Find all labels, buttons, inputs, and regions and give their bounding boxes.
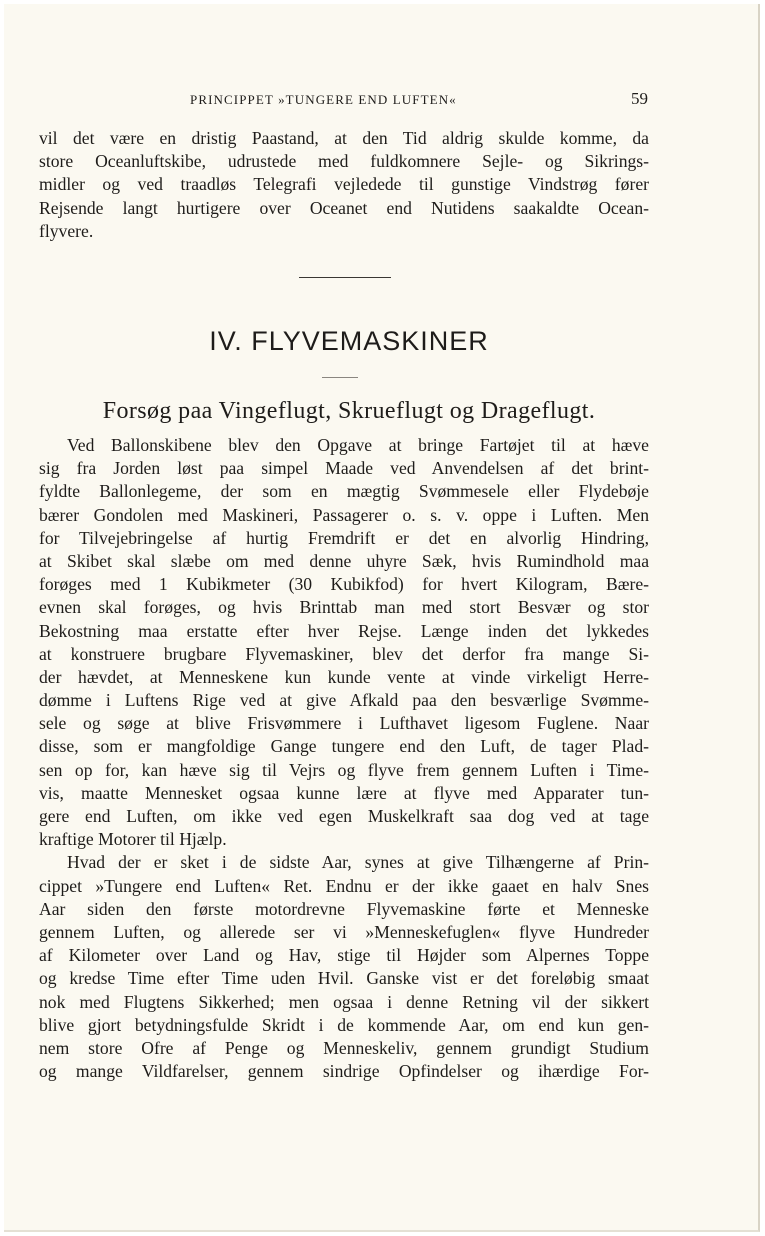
text-line: sen op for, kan hæve sig til Vejrs og flyve frem gennem Luften i Time-: [39, 759, 649, 780]
text-line: bærer Gondolen med Maskineri, Passagerer o. s. v. oppe i Luften. Men: [39, 504, 649, 525]
text-line: Bekostning maa erstatte efter hver Rejse. Længe inden det lykkedes: [39, 620, 649, 641]
text-line: vil det være en dristig Paastand, at den Tid aldrig skulde komme, da: [39, 128, 649, 148]
text-line: at Skibet skal slæbe om med denne uhyre Sæk, hvis Rumindhold maa: [39, 550, 649, 571]
text-line: cippet »Tungere end Luften« Ret. Endnu er der ikke gaaet en halv Snes: [39, 875, 649, 896]
text-line: der hævdet, at Menneskene kun kunde vente at vinde virkeligt Herre-: [39, 666, 649, 687]
intro-paragraph: [39, 127, 649, 243]
text-line: store Oceanluftskibe, udrustede med fuldkomnere Sejle- og Sikrings-: [39, 151, 649, 172]
text-line: kraftige Motorer til Hjælp.: [39, 829, 227, 850]
chapter-title: IV. FLYVEMASKINER: [209, 326, 489, 356]
text-line: dømme i Luftens Rige ved at give Afkald paa den besværlige Svømme-: [39, 690, 649, 711]
text-line: og mange Vildfarelser, gennem sindrige Opfindelser og ihærdige For-: [39, 1061, 649, 1082]
text-line: nem store Ofre af Penge og Menneskeliv, gennem grundigt Studium: [39, 1037, 649, 1058]
book-page: [4, 4, 760, 1232]
text-line: gere end Luften, om ikke ved egen Muskelkraft saa dog ved at tage: [39, 806, 649, 826]
text-line: sele og søge at blive Frisvømmere i Lufthavet ligesom Fuglene. Naar: [39, 713, 649, 734]
title-divider: [322, 377, 358, 378]
body-text: [39, 434, 649, 1083]
text-line: forøges med 1 Kubikmeter (30 Kubikfod) for hvert Kilogram, Bære-: [39, 574, 649, 595]
text-line: flyvere.: [39, 220, 94, 241]
text-line: Aar siden den første motordrevne Flyvemaskine førte et Menneske: [39, 898, 649, 919]
page-number: 59: [631, 89, 648, 108]
text-line: Hvad der er sket i de sidste Aar, synes at give Tilhængerne af Prin-: [67, 852, 649, 873]
text-line: fyldte Ballonlegeme, der som en mægtig Svømmesele eller Flydebøje: [39, 481, 649, 502]
text-line: disse, som er mangfoldige Gange tungere end den Luft, de tager Plad-: [39, 736, 649, 757]
text-line: blive gjort betydningsfulde Skridt i de kommende Aar, om end kun gen-: [39, 1014, 649, 1035]
text-line: for Tilvejebringelse af hurtig Fremdrift er det en alvorlig Hindring,: [39, 527, 649, 548]
running-head: PRINCIPPET »TUNGERE END LUFTEN«: [190, 92, 457, 107]
text-line: vis, maatte Mennesket ogsaa kunne lære at flyve med Apparater tun-: [39, 782, 649, 803]
text-line: og kredse Time efter Time uden Hvil. Ganske vist er det foreløbig smaat: [39, 968, 649, 989]
text-line: nok med Flugtens Sikkerhed; men ogsaa i denne Retning vil der sikkert: [39, 991, 649, 1012]
section-divider: [299, 277, 391, 278]
text-line: sig fra Jorden løst paa simpel Maade ved Anvendelsen af det brint-: [39, 458, 649, 479]
text-line: evnen skal forøges, og hvis Brinttab man med stort Besvær og stor: [39, 597, 649, 618]
text-line: at konstruere brugbare Flyvemaskiner, blev det derfor fra mange Si-: [39, 643, 649, 664]
text-line: Ved Ballonskibene blev den Opgave at bringe Fartøjet til at hæve: [67, 435, 649, 455]
text-line: Rejsende langt hurtigere over Oceanet end Nutidens saakaldte Ocean-: [39, 197, 649, 218]
section-title: Forsøg paa Vingeflugt, Skrueflugt og Drageflugt.: [102, 398, 596, 424]
text-line: af Kilometer over Land og Hav, stige til Højder som Alpernes Toppe: [39, 945, 649, 966]
text-line: gennem Luften, og allerede ser vi »Menneskefuglen« flyve Hundreder: [39, 921, 649, 942]
text-line: midler og ved traadløs Telegrafi vejledede til gunstige Vindstrøg fører: [39, 174, 649, 195]
